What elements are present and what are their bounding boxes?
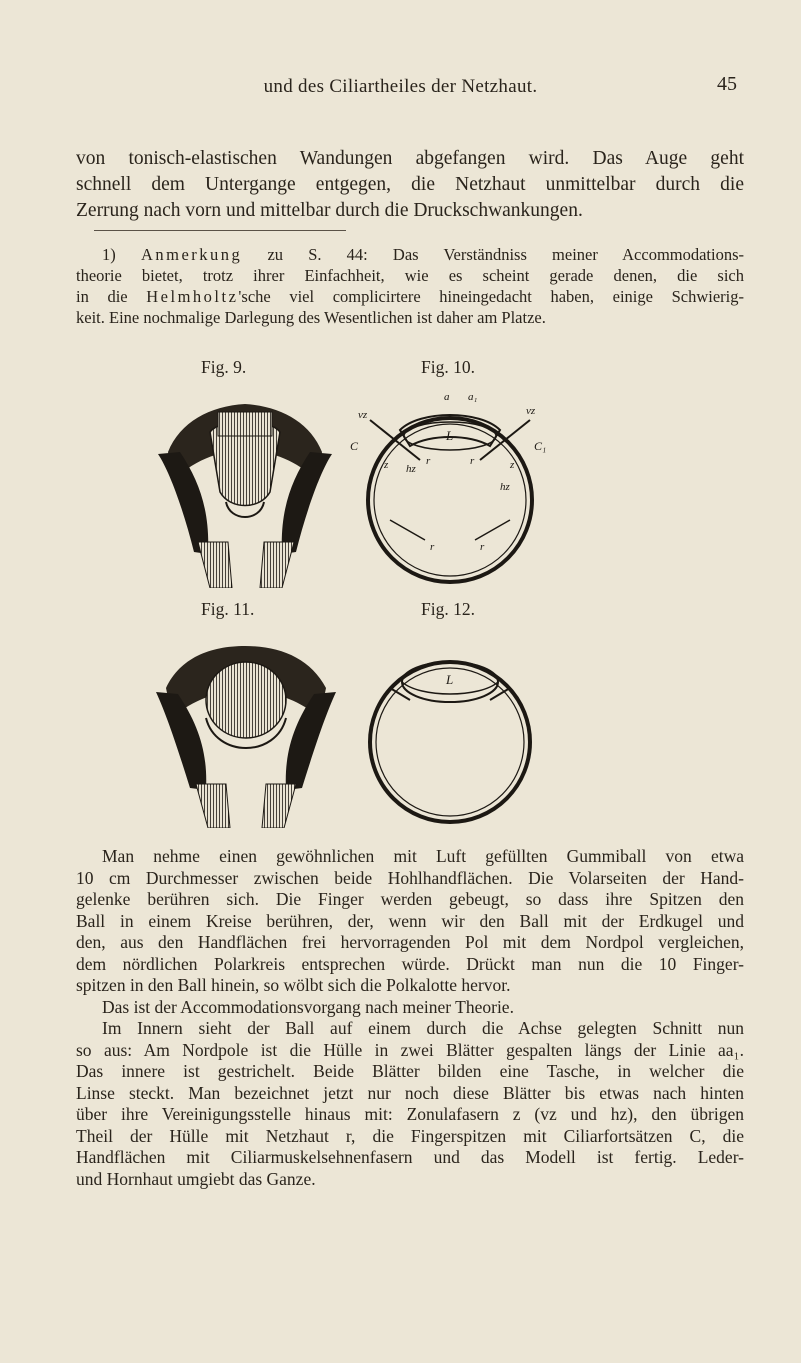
fig-11-hands-illustration bbox=[150, 638, 342, 828]
page-header bbox=[0, 73, 801, 100]
label-l: L bbox=[446, 672, 454, 687]
label-r: r bbox=[470, 455, 475, 467]
footnote bbox=[76, 244, 744, 328]
text-line: Zerrung nach vorn und mittelbar durch die Druckschwankungen. bbox=[76, 200, 583, 221]
text-line: Linse steckt. Man bezeichnet jetzt nur noch diese Blätter bis etwas nach hinten bbox=[76, 1082, 744, 1103]
label-c-left: C bbox=[350, 439, 359, 453]
footnote-line: theorie bietet, trotz ihrer Einfachheit, wie es scheint gerade denen, die sich bbox=[76, 266, 744, 285]
text-line: dem nördlichen Polarkreis entsprechen würde. Drückt man nun die 10 Finger- bbox=[76, 953, 744, 974]
label-vz-right: vz bbox=[526, 405, 536, 417]
label-vz-left: vz bbox=[358, 409, 368, 421]
fig-9-hands-illustration bbox=[150, 392, 342, 588]
text-line: schnell dem Untergange entgegen, die Netzhaut unmittelbar durch die bbox=[76, 174, 744, 195]
label-r: r bbox=[430, 541, 435, 553]
footnote-marker: 1) bbox=[102, 245, 116, 264]
text-line: 10 cm Durchmesser zwischen beide Hohlhandflächen. Die Volarseiten der Hand- bbox=[76, 867, 744, 888]
text-line: und Hornhaut umgiebt das Ganze. bbox=[76, 1168, 316, 1189]
page-number: 45 bbox=[717, 73, 737, 95]
fig-12-diagram bbox=[350, 638, 550, 828]
fig-11-label: Fig. 11. bbox=[201, 599, 255, 619]
text-line: spitzen in den Ball hinein, so wölbt sich die Polkalotte hervor. bbox=[76, 975, 511, 995]
footnote-lead: zu S. 44: Das Verständniss meiner Accommodations- bbox=[267, 245, 745, 264]
text-line: Handflächen mit Ciliarmuskelsehnenfasern und das Modell ist fertig. Leder- bbox=[76, 1147, 744, 1167]
text-line: über ihre Vereinigungsstelle hinaus mit: Zonulafasern z (vz und hz), den übrigen bbox=[76, 1104, 744, 1124]
label-c1: C₁ bbox=[534, 439, 547, 453]
footnote-label: Anmerkung bbox=[140, 245, 243, 264]
fig-10-label: Fig. 10. bbox=[421, 357, 475, 377]
text-line: Das innere ist gestrichelt. Beide Blätter bilden eine Tasche, in welcher die bbox=[76, 1061, 744, 1081]
label-z-right: z bbox=[510, 459, 515, 471]
intro-paragraph bbox=[76, 146, 744, 224]
text-line: den, aus den Handflächen frei hervorragenden Pol mit dem Nordpol vergleichen, bbox=[76, 932, 744, 952]
label-r: r bbox=[426, 455, 431, 467]
footnote-rule bbox=[94, 230, 346, 231]
label-a1: a₁ bbox=[468, 391, 478, 403]
text-line: gelenke berühren sich. Die Finger werden gebeugt, so dass ihre Spitzen den bbox=[76, 889, 744, 909]
text-line: Ball in einem Kreise berühren, der, wenn wir den Ball mit der Erdkugel und bbox=[76, 910, 744, 931]
author-name: Helmholtz bbox=[146, 287, 239, 306]
fig-9-label: Fig. 9. bbox=[201, 357, 247, 377]
label-hz-left: hz bbox=[406, 463, 416, 475]
text-line: Im Innern sieht der Ball auf einem durch die Achse gelegten Schnitt nun bbox=[102, 1018, 744, 1038]
fig-12-label: Fig. 12. bbox=[421, 599, 475, 619]
label-a: a bbox=[444, 391, 450, 403]
text-line: von tonisch-elastischen Wandungen abgefangen wird. Das Auge geht bbox=[76, 148, 744, 169]
text-line: Das ist der Accommodationsvorgang nach meiner Theorie. bbox=[102, 996, 514, 1017]
fig-10-diagram bbox=[350, 390, 550, 590]
main-paragraph bbox=[76, 846, 744, 1190]
label-z-left: z bbox=[384, 459, 389, 471]
text-line: so aus: Am Nordpole ist die Hülle in zwei Blätter gespalten längs der Linie aa₁. bbox=[76, 1039, 744, 1060]
label-hz-right: hz bbox=[500, 481, 510, 493]
footnote-line bbox=[76, 244, 744, 265]
running-head: und des Ciliartheiles der Netzhaut. bbox=[263, 76, 538, 97]
label-l: L bbox=[446, 428, 454, 443]
text-line: Theil der Hülle mit Netzhaut r, die Fingerspitzen mit Ciliarfortsätzen C, die bbox=[76, 1125, 744, 1146]
label-r: r bbox=[480, 541, 485, 553]
footnote-line: keit. Eine nochmalige Darlegung des Wesentlichen ist daher am Platze. bbox=[76, 308, 546, 327]
text-line: Man nehme einen gewöhnlichen mit Luft gefüllten Gummiball von etwa bbox=[102, 846, 744, 866]
footnote-line: in die Helmholtz'sche viel complicirtere hineingedacht haben, einige Schwierig- bbox=[76, 287, 744, 306]
